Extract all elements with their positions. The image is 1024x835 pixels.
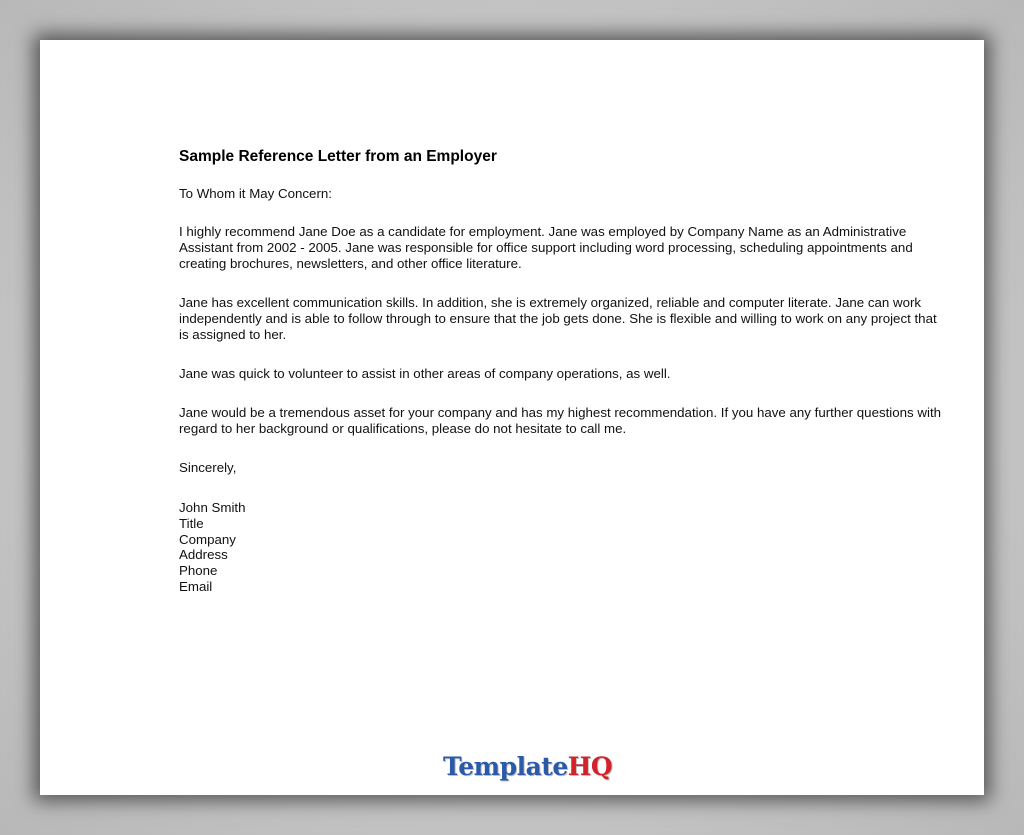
- signature-address: Address: [179, 547, 228, 563]
- letter-paragraph-2: Jane has excellent communication skills. In addition, she is extremely organized, reliable and computer literate. Jane can work independently and is able to follow through to ensure that the job gets done. She is flexible and willing to work on any project that is assigned to her.: [179, 295, 937, 342]
- letter-title: Sample Reference Letter from an Employer: [179, 148, 497, 165]
- signature-block: [179, 500, 949, 595]
- logo-text-template: Template: [443, 752, 568, 781]
- signature-title: Title: [179, 515, 204, 531]
- logo-text-hq: HQ: [567, 752, 613, 781]
- letter-paragraph-3: Jane was quick to volunteer to assist in other areas of company operations, as well.: [179, 366, 671, 381]
- letter-body: [179, 148, 949, 595]
- signature-name: John Smith: [179, 500, 246, 515]
- letter-closing: Sincerely,: [179, 460, 237, 475]
- signature-phone: Phone: [179, 563, 218, 579]
- letter-paragraph-4: Jane would be a tremendous asset for your company and has my highest recommendation. If you have any further questions with regard to her background or qualifications, please do not hesitate to call me.: [179, 405, 942, 436]
- letter-paragraph-1: I highly recommend Jane Doe as a candidate for employment. Jane was employed by Company Name as an Administrative Assistant from 2002 - 2005. Jane was responsible for office support including word processing, scheduling appointments and creating brochures, newsletters, and other office literature.: [179, 224, 913, 271]
- templatehq-logo: [443, 752, 612, 782]
- signature-company: Company: [179, 531, 236, 547]
- letter-salutation: To Whom it May Concern:: [179, 186, 332, 201]
- document-page: [40, 40, 984, 795]
- signature-email: Email: [179, 578, 213, 594]
